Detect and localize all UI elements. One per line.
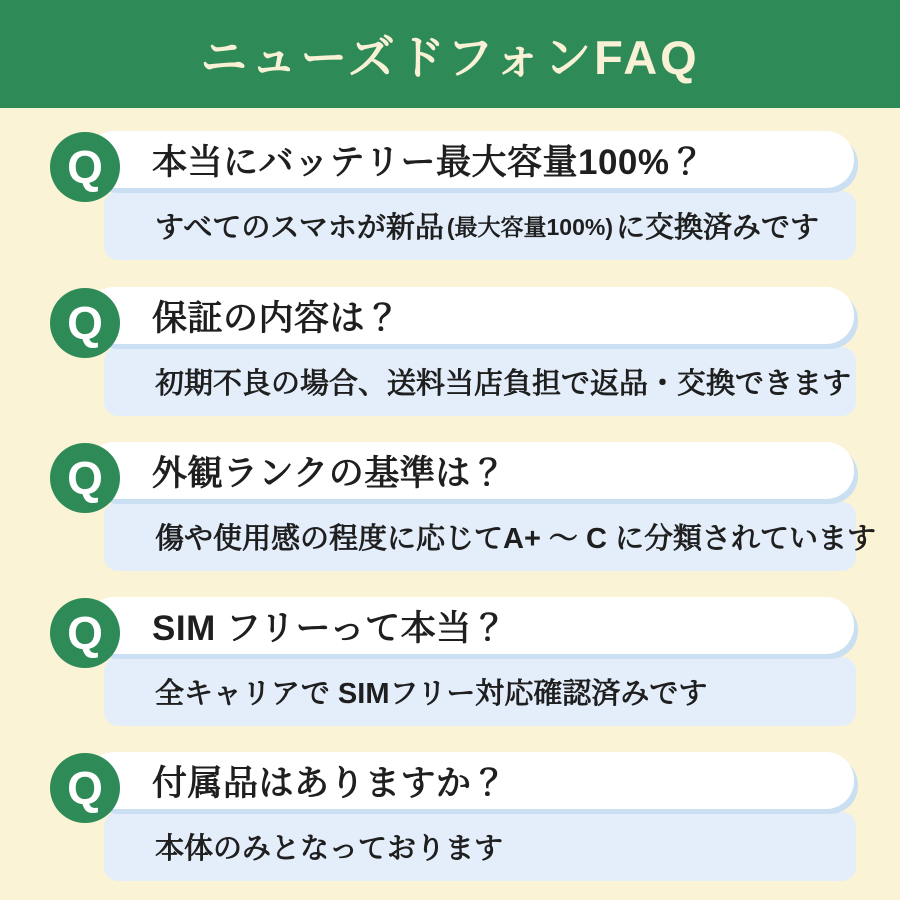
answer-text	[155, 502, 876, 571]
answer-part: に交換済みです	[616, 212, 820, 244]
answer-box	[104, 347, 856, 416]
question-text: 保証の内容は？	[152, 298, 401, 338]
answer-part: 本体のみとなっております	[155, 833, 504, 865]
question-box	[86, 131, 854, 188]
question-box	[86, 287, 854, 344]
faq-item	[0, 131, 900, 263]
q-badge: Q	[50, 753, 120, 823]
q-badge: Q	[50, 132, 120, 202]
question-box	[86, 752, 854, 809]
faq-item	[0, 287, 900, 419]
question-text: 外観ランクの基準は？	[152, 453, 507, 493]
page-title: ニューズドフォンFAQ	[200, 30, 700, 84]
faq-item	[0, 597, 900, 729]
question-text: SIM フリーって本当？	[152, 608, 508, 648]
answer-text	[155, 657, 846, 726]
question-text: 本当にバッテリー最大容量100%？	[152, 142, 706, 182]
question-text: 付属品はありますか？	[152, 763, 508, 803]
answer-box	[104, 502, 876, 571]
question-box	[86, 442, 854, 499]
answer-text	[155, 191, 846, 260]
q-badge: Q	[50, 598, 120, 668]
answer-part: 全キャリアで SIMフリー対応確認済みです	[155, 678, 708, 710]
answer-part: 初期不良の場合、送料当店負担で返品・交換できます	[155, 368, 852, 400]
answer-part-small: (最大容量100%)	[446, 214, 613, 240]
answer-text	[155, 347, 852, 416]
answer-part: 傷や使用感の程度に応じてA+ ～ C に分類されています	[155, 523, 876, 555]
faq-item	[0, 752, 900, 884]
q-badge: Q	[50, 443, 120, 513]
answer-box	[104, 812, 856, 881]
answer-text	[155, 812, 846, 881]
answer-box	[104, 191, 856, 260]
answer-part: すべてのスマホが新品	[155, 212, 444, 244]
q-badge: Q	[50, 288, 120, 358]
answer-box	[104, 657, 856, 726]
question-box	[86, 597, 854, 654]
page-header	[0, 0, 900, 108]
faq-item	[0, 442, 900, 574]
